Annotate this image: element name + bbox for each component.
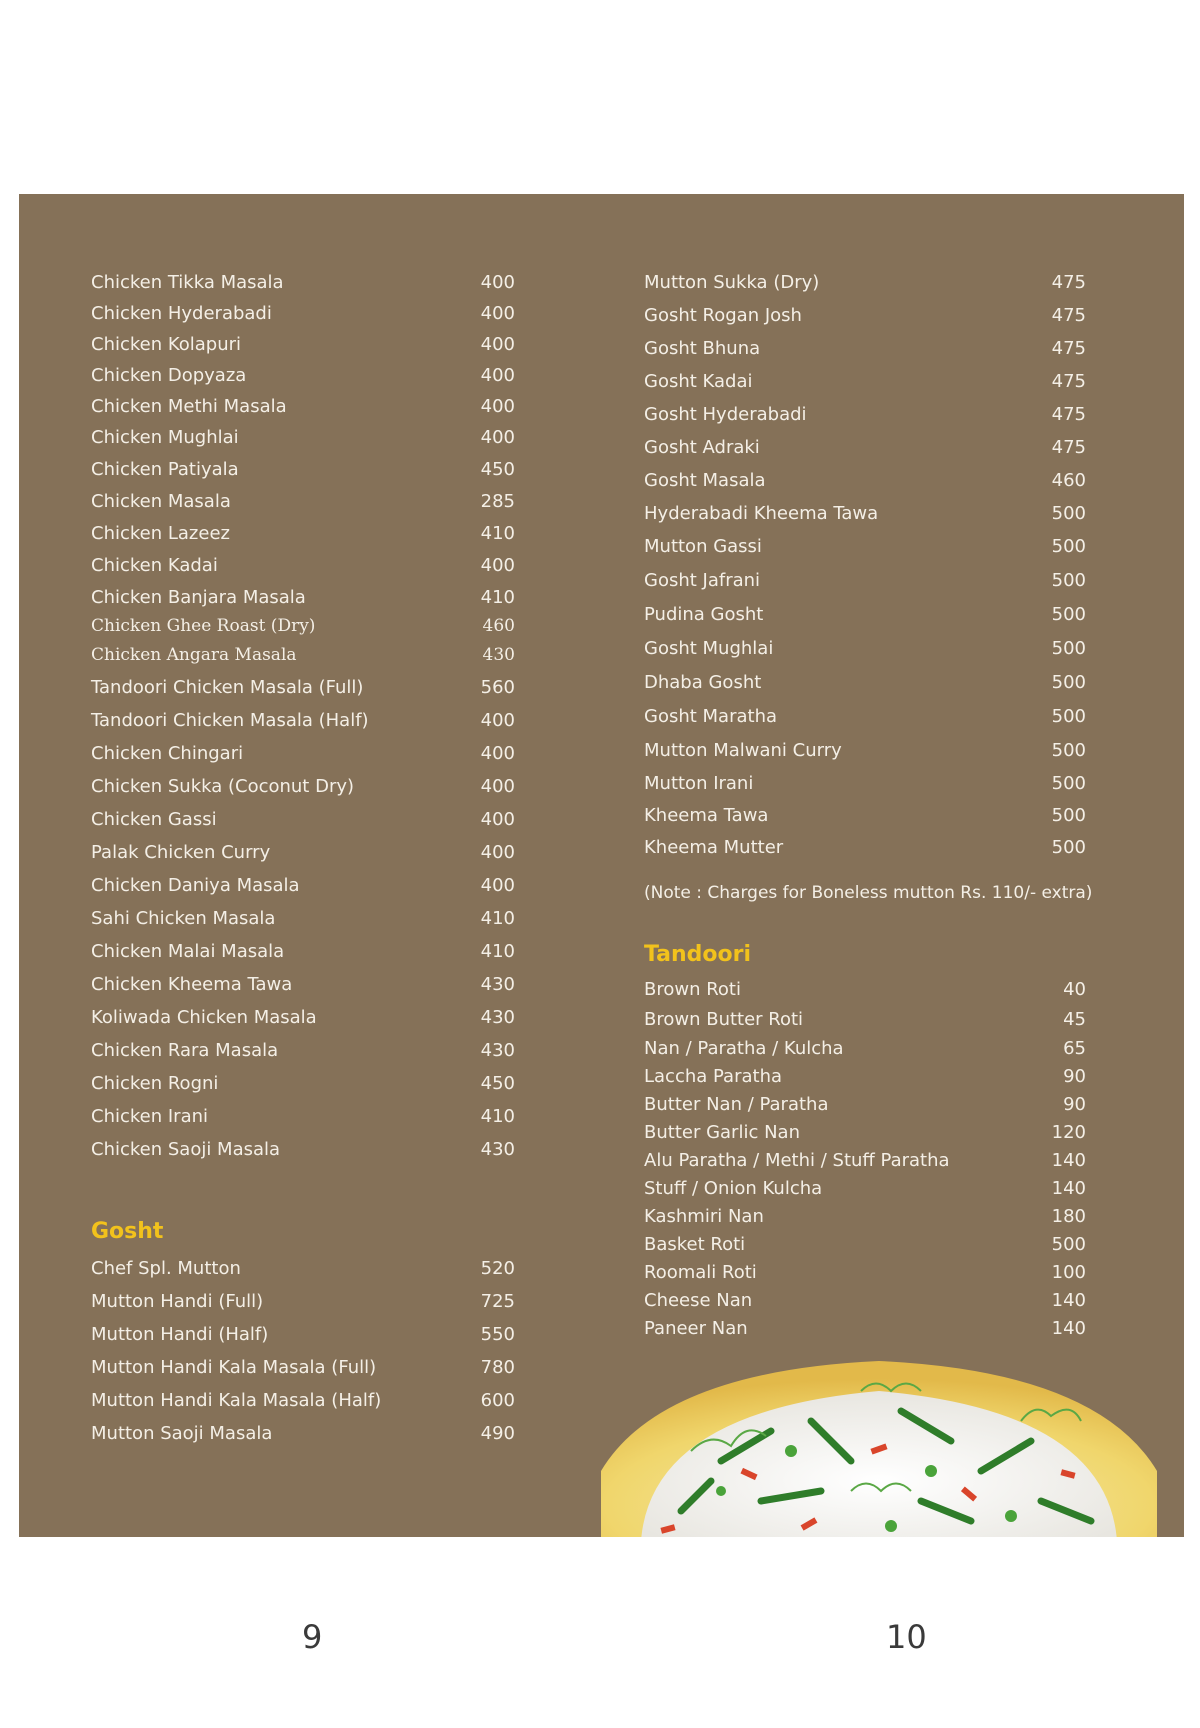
menu-item-price: 475 — [1051, 272, 1086, 293]
menu-item-price: 430 — [480, 1139, 515, 1160]
menu-item — [644, 672, 1124, 694]
menu-item-price: 410 — [480, 523, 515, 544]
menu-item — [91, 908, 571, 930]
menu-item-price: 780 — [480, 1357, 515, 1378]
menu-item-price: 500 — [1051, 773, 1086, 794]
menu-item — [644, 1178, 1124, 1200]
menu-item-price: 400 — [480, 365, 515, 386]
menu-item-price: 140 — [1051, 1318, 1086, 1339]
menu-item — [644, 604, 1124, 626]
menu-item — [644, 305, 1124, 327]
menu-item-price: 410 — [480, 587, 515, 608]
menu-item-name: Chicken Masala — [91, 491, 231, 512]
menu-item — [644, 503, 1124, 525]
menu-item-price: 40 — [1063, 979, 1086, 1000]
menu-item-price: 475 — [1051, 338, 1086, 359]
menu-item — [644, 805, 1124, 827]
menu-item-price: 430 — [480, 1007, 515, 1028]
menu-item-price: 400 — [480, 427, 515, 448]
menu-item-name: Kheema Tawa — [644, 805, 769, 826]
menu-item-price: 410 — [480, 1106, 515, 1127]
menu-item-name: Chicken Rara Masala — [91, 1040, 279, 1061]
menu-item — [644, 1122, 1124, 1144]
menu-item-price: 475 — [1051, 404, 1086, 425]
menu-item — [644, 1234, 1124, 1256]
menu-item-price: 500 — [1051, 570, 1086, 591]
menu-item-price: 450 — [480, 1073, 515, 1094]
menu-item — [644, 470, 1124, 492]
menu-item-price: 400 — [480, 303, 515, 324]
boneless-note: (Note : Charges for Boneless mutton Rs. 110/- extra) — [644, 883, 1093, 903]
menu-item-name: Chicken Kolapuri — [91, 334, 242, 355]
menu-item — [91, 974, 571, 996]
menu-item-price: 500 — [1051, 672, 1086, 693]
menu-item — [91, 776, 571, 798]
menu-item-price: 90 — [1063, 1094, 1086, 1115]
section-title-gosht: Gosht — [91, 1219, 164, 1244]
menu-item — [644, 1094, 1124, 1116]
menu-item-name: Chicken Rogni — [91, 1073, 219, 1094]
menu-item-name: Tandoori Chicken Masala (Full) — [91, 677, 364, 698]
menu-item-price: 285 — [480, 491, 515, 512]
menu-item-price: 400 — [480, 809, 515, 830]
menu-item-name: Basket Roti — [644, 1234, 746, 1255]
menu-item — [644, 773, 1124, 795]
menu-item — [644, 437, 1124, 459]
menu-item — [91, 615, 571, 637]
menu-item — [91, 1258, 571, 1280]
menu-item — [644, 1290, 1124, 1312]
menu-item — [91, 555, 571, 577]
menu-item-price: 560 — [480, 677, 515, 698]
menu-item — [91, 1040, 571, 1062]
menu-item-price: 400 — [480, 334, 515, 355]
menu-item — [91, 396, 571, 418]
menu-item-price: 400 — [480, 272, 515, 293]
menu-item-price: 410 — [480, 908, 515, 929]
menu-item — [644, 272, 1124, 294]
menu-item-price: 500 — [1051, 837, 1086, 858]
menu-item-price: 430 — [482, 645, 515, 665]
menu-item-name: Stuff / Onion Kulcha — [644, 1178, 823, 1199]
menu-item — [91, 1357, 571, 1379]
menu-item — [91, 587, 571, 609]
menu-item — [91, 1007, 571, 1029]
menu-item-price: 450 — [480, 459, 515, 480]
menu-item-name: Gosht Jafrani — [644, 570, 761, 591]
menu-item — [91, 334, 571, 356]
menu-item-name: Nan / Paratha / Kulcha — [644, 1038, 844, 1059]
menu-item-name: Cheese Nan — [644, 1290, 753, 1311]
menu-item-name: Mutton Sukka (Dry) — [644, 272, 820, 293]
page-number-right: 10 — [886, 1618, 927, 1656]
menu-item — [91, 842, 571, 864]
menu-item-name: Chicken Daniya Masala — [91, 875, 300, 896]
menu-item-name: Chicken Kadai — [91, 555, 218, 576]
menu-item-name: Gosht Rogan Josh — [644, 305, 802, 326]
menu-item-name: Chicken Malai Masala — [91, 941, 285, 962]
menu-item-name: Gosht Maratha — [644, 706, 778, 727]
menu-item — [644, 638, 1124, 660]
menu-item-name: Gosht Hyderabadi — [644, 404, 807, 425]
menu-item-price: 725 — [480, 1291, 515, 1312]
menu-item-name: Alu Paratha / Methi / Stuff Paratha — [644, 1150, 950, 1171]
menu-item-name: Mutton Saoji Masala — [91, 1423, 273, 1444]
menu-item-price: 500 — [1051, 604, 1086, 625]
menu-item-name: Gosht Mughlai — [644, 638, 774, 659]
menu-item-name: Chicken Dopyaza — [91, 365, 247, 386]
menu-item-price: 180 — [1051, 1206, 1086, 1227]
menu-item-price: 140 — [1051, 1150, 1086, 1171]
menu-item-name: Chicken Saoji Masala — [91, 1139, 281, 1160]
menu-item-price: 500 — [1051, 536, 1086, 557]
menu-item — [644, 570, 1124, 592]
menu-item-price: 400 — [480, 743, 515, 764]
menu-item-price: 475 — [1051, 371, 1086, 392]
menu-item — [644, 1066, 1124, 1088]
menu-item-name: Dhaba Gosht — [644, 672, 762, 693]
menu-item-name: Chicken Angara Masala — [91, 645, 297, 665]
menu-item — [644, 1038, 1124, 1060]
menu-item — [91, 365, 571, 387]
menu-item-price: 120 — [1051, 1122, 1086, 1143]
menu-item — [91, 491, 571, 513]
menu-item-price: 490 — [480, 1423, 515, 1444]
menu-item-name: Butter Garlic Nan — [644, 1122, 800, 1143]
menu-panel — [19, 194, 1184, 1537]
menu-item-price: 400 — [480, 875, 515, 896]
menu-item-price: 475 — [1051, 437, 1086, 458]
menu-item-price: 430 — [480, 1040, 515, 1061]
menu-item-name: Gosht Adraki — [644, 437, 760, 458]
menu-item-price: 400 — [480, 555, 515, 576]
menu-item — [91, 1106, 571, 1128]
menu-item-name: Tandoori Chicken Masala (Half) — [91, 710, 369, 731]
menu-item-price: 400 — [480, 396, 515, 417]
menu-item — [91, 1390, 571, 1412]
menu-item — [91, 523, 571, 545]
menu-item — [91, 743, 571, 765]
menu-item-price: 500 — [1051, 638, 1086, 659]
menu-item — [91, 941, 571, 963]
menu-item-name: Chicken Irani — [91, 1106, 209, 1127]
menu-item-price: 140 — [1051, 1178, 1086, 1199]
menu-item-name: Pudina Gosht — [644, 604, 764, 625]
menu-item-price: 430 — [480, 974, 515, 995]
menu-item — [91, 1073, 571, 1095]
menu-item — [91, 303, 571, 325]
menu-item-name: Chicken Methi Masala — [91, 396, 287, 417]
menu-item-name: Gosht Masala — [644, 470, 766, 491]
menu-item-name: Mutton Malwani Curry — [644, 740, 842, 761]
menu-item — [644, 1262, 1124, 1284]
menu-item-name: Chicken Tikka Masala — [91, 272, 284, 293]
rice-bowl-image — [601, 1351, 1157, 1537]
menu-item — [91, 1423, 571, 1445]
menu-item-name: Mutton Handi (Half) — [91, 1324, 269, 1345]
menu-item-name: Mutton Gassi — [644, 536, 762, 557]
page-number-left: 9 — [302, 1618, 323, 1656]
menu-item-name: Brown Roti — [644, 979, 741, 1000]
menu-item — [91, 272, 571, 294]
menu-item — [91, 1291, 571, 1313]
menu-item-name: Chicken Chingari — [91, 743, 244, 764]
menu-item-name: Chicken Banjara Masala — [91, 587, 306, 608]
menu-item — [91, 1139, 571, 1161]
menu-item — [91, 677, 571, 699]
menu-item-name: Sahi Chicken Masala — [91, 908, 276, 929]
menu-item — [644, 1150, 1124, 1172]
menu-item-price: 550 — [480, 1324, 515, 1345]
menu-item-name: Roomali Roti — [644, 1262, 757, 1283]
menu-item-price: 475 — [1051, 305, 1086, 326]
menu-item-name: Chicken Hyderabadi — [91, 303, 272, 324]
menu-item-price: 500 — [1051, 805, 1086, 826]
menu-item-name: Mutton Handi Kala Masala (Full) — [91, 1357, 377, 1378]
section-title-tandoori: Tandoori — [644, 942, 752, 967]
menu-item-price: 400 — [480, 710, 515, 731]
menu-item — [644, 706, 1124, 728]
menu-item — [91, 710, 571, 732]
menu-item-name: Gosht Bhuna — [644, 338, 761, 359]
menu-item-price: 500 — [1051, 740, 1086, 761]
menu-item — [644, 740, 1124, 762]
menu-item-name: Mutton Handi (Full) — [91, 1291, 264, 1312]
menu-item-name: Chicken Patiyala — [91, 459, 239, 480]
menu-item-price: 90 — [1063, 1066, 1086, 1087]
menu-item-name: Chef Spl. Mutton — [91, 1258, 241, 1279]
menu-item-price: 600 — [480, 1390, 515, 1411]
menu-item-price: 400 — [480, 776, 515, 797]
menu-item-name: Mutton Handi Kala Masala (Half) — [91, 1390, 382, 1411]
menu-item-name: Hyderabadi Kheema Tawa — [644, 503, 879, 524]
menu-item-price: 460 — [1051, 470, 1086, 491]
menu-item-name: Paneer Nan — [644, 1318, 748, 1339]
menu-item-name: Chicken Kheema Tawa — [91, 974, 293, 995]
menu-item-price: 500 — [1051, 1234, 1086, 1255]
menu-item — [644, 1318, 1124, 1340]
menu-item-name: Chicken Gassi — [91, 809, 217, 830]
menu-item-name: Brown Butter Roti — [644, 1009, 804, 1030]
menu-item-price: 65 — [1063, 1038, 1086, 1059]
menu-item-price: 400 — [480, 842, 515, 863]
menu-item — [644, 338, 1124, 360]
menu-item — [91, 875, 571, 897]
menu-item — [644, 979, 1124, 1001]
menu-item — [644, 371, 1124, 393]
menu-item-name: Chicken Ghee Roast (Dry) — [91, 616, 316, 636]
menu-item — [644, 1009, 1124, 1031]
menu-item-name: Butter Nan / Paratha — [644, 1094, 829, 1115]
menu-item-name: Kheema Mutter — [644, 837, 784, 858]
menu-item-price: 140 — [1051, 1290, 1086, 1311]
menu-item — [91, 1324, 571, 1346]
menu-item-name: Chicken Mughlai — [91, 427, 239, 448]
menu-item-name: Chicken Lazeez — [91, 523, 230, 544]
menu-item — [91, 644, 571, 666]
menu-item-price: 45 — [1063, 1009, 1086, 1030]
menu-item-price: 100 — [1051, 1262, 1086, 1283]
menu-item-price: 500 — [1051, 503, 1086, 524]
menu-item-name: Koliwada Chicken Masala — [91, 1007, 317, 1028]
menu-item-name: Laccha Paratha — [644, 1066, 783, 1087]
menu-item — [91, 459, 571, 481]
menu-item — [644, 837, 1124, 859]
menu-item-name: Mutton Irani — [644, 773, 754, 794]
menu-item-name: Chicken Sukka (Coconut Dry) — [91, 776, 355, 797]
menu-item-price: 460 — [482, 616, 515, 636]
menu-item-name: Gosht Kadai — [644, 371, 753, 392]
menu-item — [644, 536, 1124, 558]
menu-item — [644, 404, 1124, 426]
menu-item — [91, 427, 571, 449]
menu-item-name: Kashmiri Nan — [644, 1206, 764, 1227]
menu-item-price: 520 — [480, 1258, 515, 1279]
menu-item — [644, 1206, 1124, 1228]
menu-item-price: 500 — [1051, 706, 1086, 727]
menu-item-price: 410 — [480, 941, 515, 962]
menu-item — [91, 809, 571, 831]
menu-item-name: Palak Chicken Curry — [91, 842, 271, 863]
